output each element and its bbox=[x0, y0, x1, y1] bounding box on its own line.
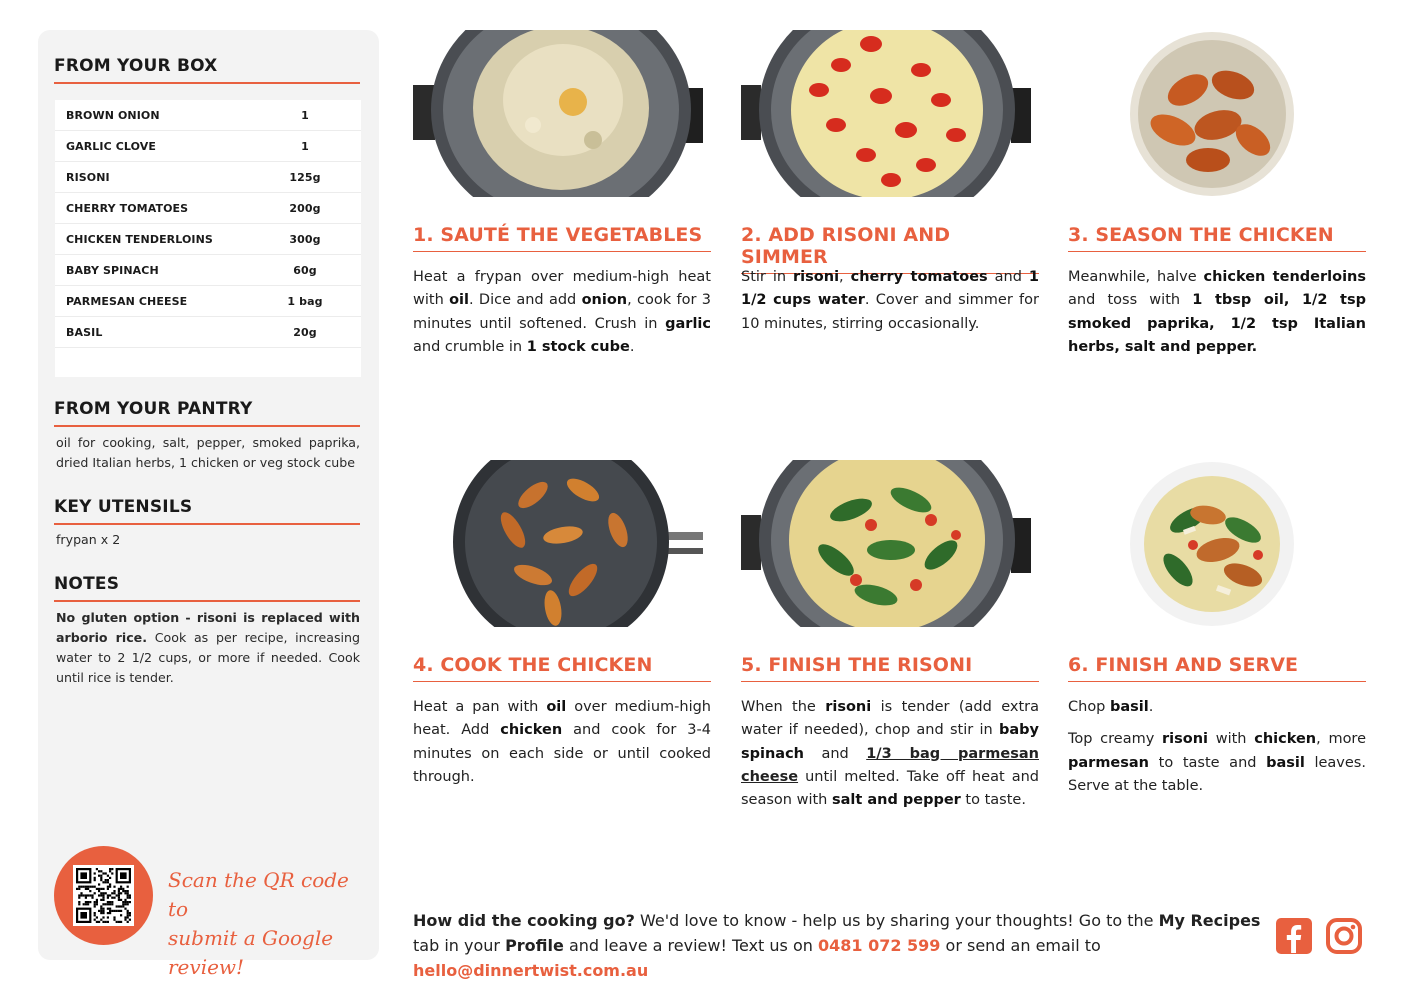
step-1-body bbox=[413, 266, 711, 359]
step-text: . Cover and simmer for 10 minutes, stirring occasionally. bbox=[741, 292, 1039, 332]
step-5-body bbox=[741, 696, 1039, 812]
ingredient-qty: 20g bbox=[293, 325, 317, 339]
instagram-icon[interactable] bbox=[1325, 917, 1363, 955]
footer-text: or send an email to bbox=[940, 936, 1101, 955]
qr-badge[interactable] bbox=[54, 846, 153, 945]
emphasis-text: onion bbox=[581, 292, 628, 309]
step-2-title: 2. ADD RISONI AND SIMMER bbox=[741, 224, 1039, 274]
step-text: until melted. Take off heat and season with bbox=[741, 768, 1039, 809]
qr-caption bbox=[168, 866, 368, 982]
footer-bold-text: How did the cooking go? bbox=[413, 911, 635, 930]
qr-code[interactable] bbox=[73, 865, 134, 926]
emphasis-text: risoni bbox=[793, 269, 840, 285]
photo-cooking-chicken bbox=[413, 460, 711, 627]
ingredient-row bbox=[55, 286, 361, 317]
ingredient-qty: 60g bbox=[293, 263, 317, 277]
emphasis-text: basil bbox=[1110, 699, 1149, 715]
notes-title: NOTES bbox=[54, 574, 360, 602]
step-text: is tender (add extra water if needed), chop and stir in bbox=[741, 699, 1039, 739]
utensils-text: frypan x 2 bbox=[56, 532, 121, 547]
emphasis-text: oil bbox=[449, 292, 469, 309]
photo-saute-onion bbox=[413, 30, 711, 197]
emphasis-text: parmesan bbox=[1068, 754, 1149, 771]
step-text: over medium-high heat. Add bbox=[413, 699, 711, 739]
ingredient-row bbox=[55, 224, 361, 255]
emphasis-text: chicken bbox=[1254, 731, 1317, 748]
notes-bold: No gluten option - risoni is replaced with arborio rice. bbox=[56, 610, 360, 645]
step-text: Chop bbox=[1068, 699, 1110, 715]
qr-code-icon bbox=[76, 868, 131, 923]
notes-text bbox=[56, 608, 360, 688]
emphasis-text: chicken tenderloins bbox=[1203, 269, 1366, 285]
ingredient-name: GARLIC CLOVE bbox=[66, 139, 156, 153]
ingredient-row bbox=[55, 193, 361, 224]
step-3-title: 3. SEASON THE CHICKEN bbox=[1068, 224, 1366, 252]
emphasis-text: salt and pepper bbox=[831, 792, 961, 809]
ingredient-name: BABY SPINACH bbox=[66, 263, 159, 277]
step-2-body bbox=[741, 266, 1039, 336]
ingredient-qty: 125g bbox=[289, 170, 321, 184]
emphasis-text: basil bbox=[1266, 754, 1305, 771]
ingredients-table bbox=[55, 100, 361, 377]
emphasis-text: 1 tbsp oil, 1/2 tsp smoked paprika, 1/2 tsp Italian herbs, salt and pepper. bbox=[1068, 292, 1366, 355]
step-text: Top creamy bbox=[1068, 731, 1163, 748]
emphasis-text: oil bbox=[546, 699, 567, 715]
step-4-title: 4. COOK THE CHICKEN bbox=[413, 654, 711, 682]
step-text: . bbox=[1148, 699, 1154, 715]
ingredient-qty: 1 bbox=[301, 139, 309, 153]
facebook-icon[interactable] bbox=[1275, 917, 1313, 955]
ingredient-qty: 300g bbox=[289, 232, 321, 246]
emphasis-text: baby spinach bbox=[741, 722, 1039, 762]
from-your-pantry-title: FROM YOUR PANTRY bbox=[54, 399, 360, 427]
ingredient-row bbox=[55, 317, 361, 348]
ingredient-row bbox=[55, 131, 361, 162]
ingredient-name: BROWN ONION bbox=[66, 108, 160, 122]
footer-bold-text: My Recipes bbox=[1158, 911, 1261, 930]
step-6-title: 6. FINISH AND SERVE bbox=[1068, 654, 1366, 682]
emphasis-text: chicken bbox=[500, 722, 563, 739]
step-text: . Dice and add bbox=[469, 292, 582, 309]
pantry-text: oil for cooking, salt, pepper, smoked paprika, dried Italian herbs, 1 chicken or veg stock cube bbox=[56, 435, 360, 470]
step-4-body bbox=[413, 696, 711, 789]
photo-risoni-tomatoes bbox=[741, 30, 1039, 197]
photo-seasoned-chicken bbox=[1068, 30, 1366, 197]
step-text: and toss with bbox=[1068, 292, 1193, 309]
step-5-title: 5. FINISH THE RISONI bbox=[741, 654, 1039, 682]
step-text: . bbox=[629, 338, 635, 355]
step-text: to taste and bbox=[1149, 754, 1267, 771]
qr-caption-line1: Scan the QR code to bbox=[168, 868, 349, 921]
emphasis-text: 1 1/2 cups water bbox=[741, 269, 1039, 309]
contact-link[interactable]: 0481 072 599 bbox=[817, 936, 941, 955]
step-text: and cook for 3-4 minutes on each side or until cooked through. bbox=[413, 722, 711, 785]
emphasis-text: 1 stock cube bbox=[526, 338, 630, 355]
sidebar bbox=[38, 30, 379, 979]
contact-link[interactable]: hello@dinnertwist.com.au bbox=[413, 961, 649, 980]
emphasis-underline-text: 1/3 bag parmesan cheese bbox=[741, 745, 1039, 785]
step-6-body bbox=[1068, 696, 1366, 798]
emphasis-text: risoni bbox=[825, 699, 872, 715]
step-text: Meanwhile, halve bbox=[1068, 269, 1204, 285]
footer-review-text bbox=[413, 908, 1263, 983]
ingredient-name: CHICKEN TENDERLOINS bbox=[66, 232, 213, 246]
step-text: , more bbox=[1316, 731, 1366, 748]
step-text: Heat a pan with bbox=[413, 699, 547, 715]
ingredient-name: PARMESAN CHEESE bbox=[66, 294, 188, 308]
photo-finished-risoni bbox=[741, 460, 1039, 627]
ingredient-row bbox=[55, 162, 361, 193]
footer-text: and leave a review! Text us on bbox=[563, 936, 818, 955]
qr-caption-line2: submit a Google review! bbox=[168, 926, 334, 979]
ingredient-qty: 1 bag bbox=[287, 294, 323, 308]
step-3-body bbox=[1068, 266, 1366, 359]
step-text: When the bbox=[741, 699, 826, 715]
step-text: Stir in bbox=[741, 269, 794, 285]
emphasis-text: risoni bbox=[1162, 731, 1209, 748]
key-utensils-title: KEY UTENSILS bbox=[54, 497, 360, 525]
ingredient-qty: 200g bbox=[289, 201, 321, 215]
emphasis-text: garlic bbox=[665, 315, 711, 332]
ingredient-name: RISONI bbox=[66, 170, 110, 184]
footer-text: tab in your bbox=[413, 936, 506, 955]
step-text: and bbox=[804, 745, 867, 762]
step-text: leaves. Serve at the table. bbox=[1068, 754, 1366, 794]
footer-bold-text: Profile bbox=[505, 936, 564, 955]
step-text: and bbox=[987, 269, 1029, 285]
from-your-box-title: FROM YOUR BOX bbox=[54, 56, 360, 84]
step-text: , cook for 3 minutes until softened. Crush in bbox=[413, 292, 711, 332]
ingredient-row bbox=[55, 255, 361, 286]
ingredient-row bbox=[55, 100, 361, 131]
step-text: with bbox=[1208, 731, 1255, 748]
ingredient-qty: 1 bbox=[301, 108, 309, 122]
step-text: to taste. bbox=[960, 792, 1026, 809]
step-text: , bbox=[839, 269, 851, 285]
photo-plated-dish bbox=[1068, 460, 1366, 627]
ingredient-name: CHERRY TOMATOES bbox=[66, 201, 189, 215]
step-1-title: 1. SAUTÉ THE VEGETABLES bbox=[413, 224, 711, 252]
notes-body: Cook as per recipe, increasing water to 2 1/2 cups, or more if needed. Cook until rice is tender. bbox=[56, 630, 360, 685]
step-text: and crumble in bbox=[413, 338, 527, 355]
emphasis-text: cherry tomatoes bbox=[850, 269, 988, 285]
step-text: Heat a frypan over medium-high heat with bbox=[413, 269, 711, 309]
ingredient-name: BASIL bbox=[66, 325, 103, 339]
footer-text: We'd love to know - help us by sharing your thoughts! Go to the bbox=[634, 911, 1159, 930]
